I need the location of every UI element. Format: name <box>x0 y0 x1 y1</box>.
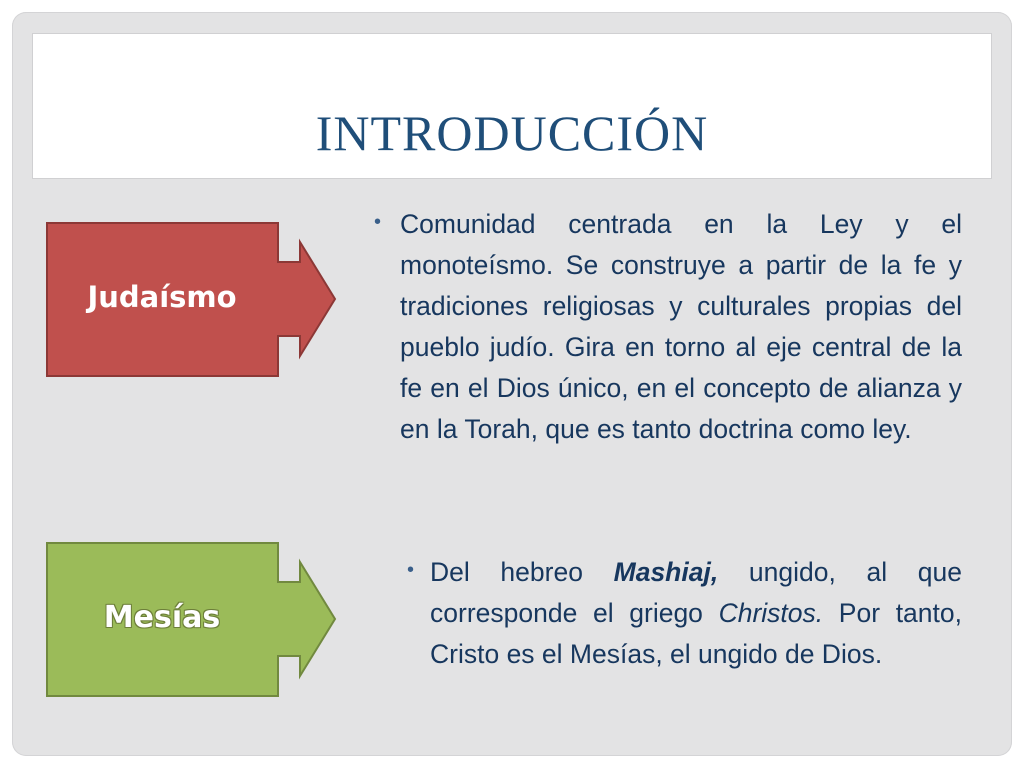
callout-mesias-label: Mesías <box>103 600 221 635</box>
term-mashiaj: Mashiaj, <box>613 557 719 587</box>
text-segment: Del hebreo <box>430 557 614 587</box>
bullet-marker: • <box>374 211 382 233</box>
text-segment: ungido, al que corresponde el griego <box>430 557 962 628</box>
callout-judaismo <box>46 222 338 378</box>
callout-mesias <box>46 542 338 698</box>
bullet-text-judaismo: Comunidad centrada en la Ley y el monoteísmo. Se construye a partir de la fe y tradiciones religiosas y culturales propias del pueblo judío. Gira en torno al eje central de la fe en el Dios único, en el concepto de alianza y en la Torah, que es tanto doctrina como ley. <box>400 209 962 444</box>
bullet-text-mesias <box>430 552 962 675</box>
slide-title: INTRODUCCIÓN <box>315 105 709 161</box>
text-segment: Por tanto, Cristo es el Mesías, el ungido de Dios. <box>430 598 962 669</box>
bullet-marker: • <box>407 559 415 581</box>
callout-judaismo-label: Judaísmo <box>87 280 237 314</box>
term-christos: Christos. <box>718 598 824 628</box>
title-box <box>32 33 992 179</box>
